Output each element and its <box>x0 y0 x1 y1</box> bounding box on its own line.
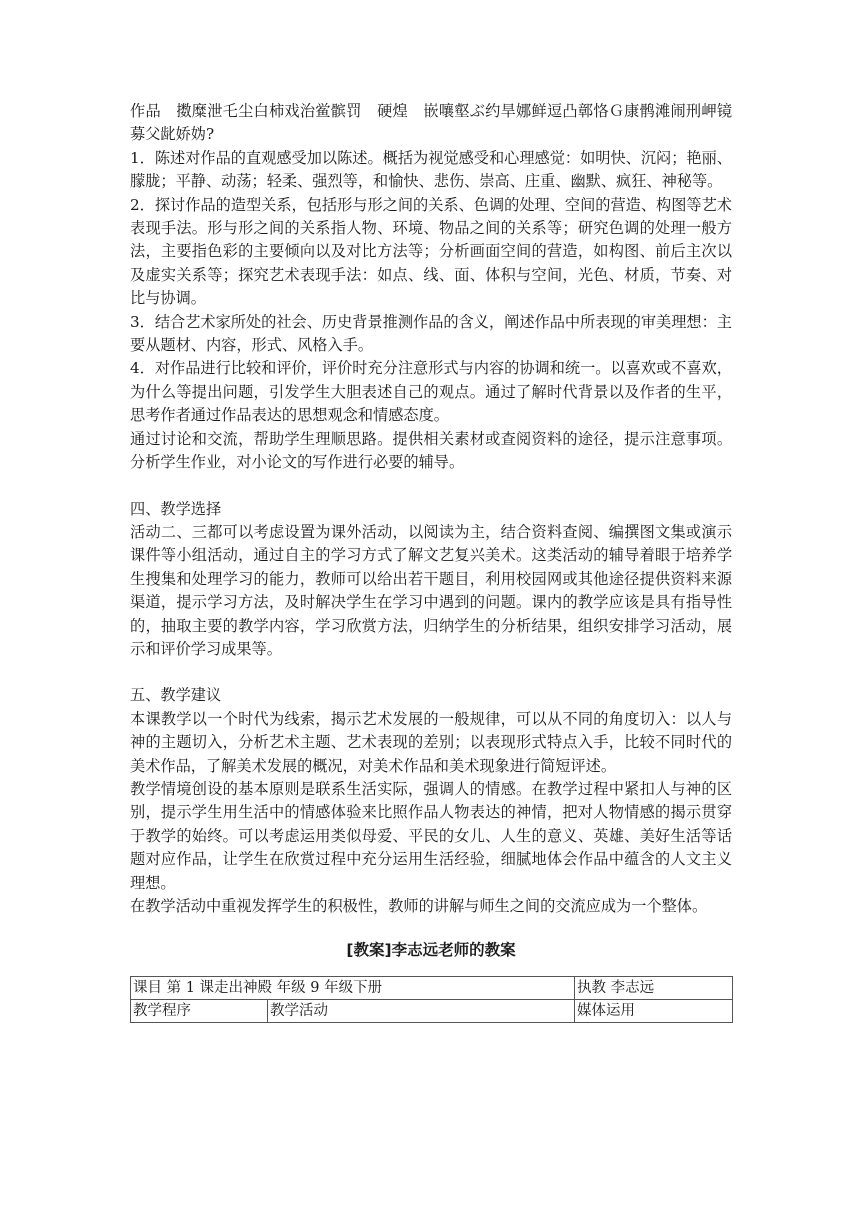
lesson-plan-table <box>130 976 733 1023</box>
spacer <box>130 661 732 684</box>
table-row <box>131 977 733 1000</box>
teacher-cell: 执教 李志远 <box>575 977 733 1000</box>
paragraph-teaching-choice: 活动二、三都可以考虑设置为课外活动，以阅读为主，结合资料查阅、编撰图文集或演示课件等小组活动，通过自主的学习方式了解文艺复兴美术。这类活动的辅导着眼于培养学生搜集和处理学习的能力，教师可以给出若干题目，利用校园网或其他途径提供资料来源渠道，提示学习方法，及时解决学生在学习中遇到的问题。课内的教学应该是具有指导性的，抽取主要的教学内容，学习欣赏方法，归纳学生的分析结果，组织安排学习活动，展示和评价学习成果等。 <box>130 522 732 658</box>
document-page <box>130 100 732 1023</box>
paragraph-suggestion-2: 教学情境创设的基本原则是联系生活实际，强调人的情感。在教学过程中紧扣人与神的区别，提示学生用生活中的情感体验来比照作品人物表达的神情，把对人物情感的揭示贯穿于教学的始终。可以考虑运用类似母爱、平民的女儿、人生的意义、英雄、美好生活等话题对应作品，让学生在欣赏过程中充分运用生活经验，细腻地体会作品中蕴含的人文主义理想。 <box>130 779 732 892</box>
paragraph-point-4: 4．对作品进行比较和评价，评价时充分注意形式与内容的协调和统一。以喜欢或不喜欢，为什么等提出问题，引发学生大胆表述自己的观点。通过了解时代背景以及作者的生平，思考作者通过作品表达的思想观念和情感态度。 <box>130 359 732 425</box>
paragraph-point-3: 3．结合艺术家所处的社会、历史背景推测作品的含义，阐述作品中所表现的审美理想：主要从题材、内容，形式、风格入手。 <box>130 312 732 355</box>
lesson-plan-title: [教案]李志远老师的教案 <box>346 941 516 960</box>
header-procedure: 教学程序 <box>131 1000 268 1023</box>
section-heading-teaching-suggestion: 五、教学建议 <box>130 686 222 705</box>
spacer <box>130 475 732 498</box>
paragraph-point-1: 1．陈述对作品的直观感受加以陈述。概括为视觉感受和心理感觉：如明快、沉闷；艳丽、朦胧；平静、动荡；轻柔、强烈等，和愉快、悲伤、崇高、庄重、幽默、疯狂、神秘等。 <box>130 148 732 191</box>
section-heading-teaching-choice: 四、教学选择 <box>130 499 222 518</box>
paragraph-suggestion-3: 在教学活动中重视发挥学生的积极性，教师的讲解与师生之间的交流应成为一个整体。 <box>130 897 708 915</box>
header-activity: 教学活动 <box>268 1000 575 1023</box>
paragraph-suggestion-1: 本课教学以一个时代为线索，揭示艺术发展的一般规律，可以从不同的角度切入：以人与神的主题切入，分析艺术主题、艺术表现的差别；以表现形式特点入手，比较不同时代的美术作品，了解美术发展的概况，对美术作品和美术现象进行简短评述。 <box>130 709 732 775</box>
paragraph-discussion: 通过讨论和交流，帮助学生理顺思路。提供相关素材或查阅资料的途径，提示注意事项。分析学生作业，对小论文的写作进行必要的辅导。 <box>130 429 732 472</box>
header-media: 媒体运用 <box>575 1000 733 1023</box>
course-info-cell: 课目 第 1 课走出神殿 年级 9 年级下册 <box>131 977 575 1000</box>
table-row <box>131 1000 733 1023</box>
paragraph-point-2: 2．探讨作品的造型关系，包括形与形之间的关系、色调的处理、空间的营造、构图等艺术表现手法。形与形之间的关系指人物、环境、物品之间的关系等；研究色调的处理一般方法，主要指色彩的主要倾向以及对比方法等；分析画面空间的营造，如构图、前后主次以及虚实关系等；探究艺术表现手法：如点、线、面、体积与空间，光色、材质，节奏、对比与协调。 <box>130 195 732 308</box>
paragraph-intro: 作品 擞糜泄乇尘白柿戏治鲎髌罚 硬煌 嵌嚷壑ぶ约旱娜鲜逗凸鄣恪Ｇ康鹘滩闹刑岬镜募父龀娇妫? <box>130 102 732 144</box>
